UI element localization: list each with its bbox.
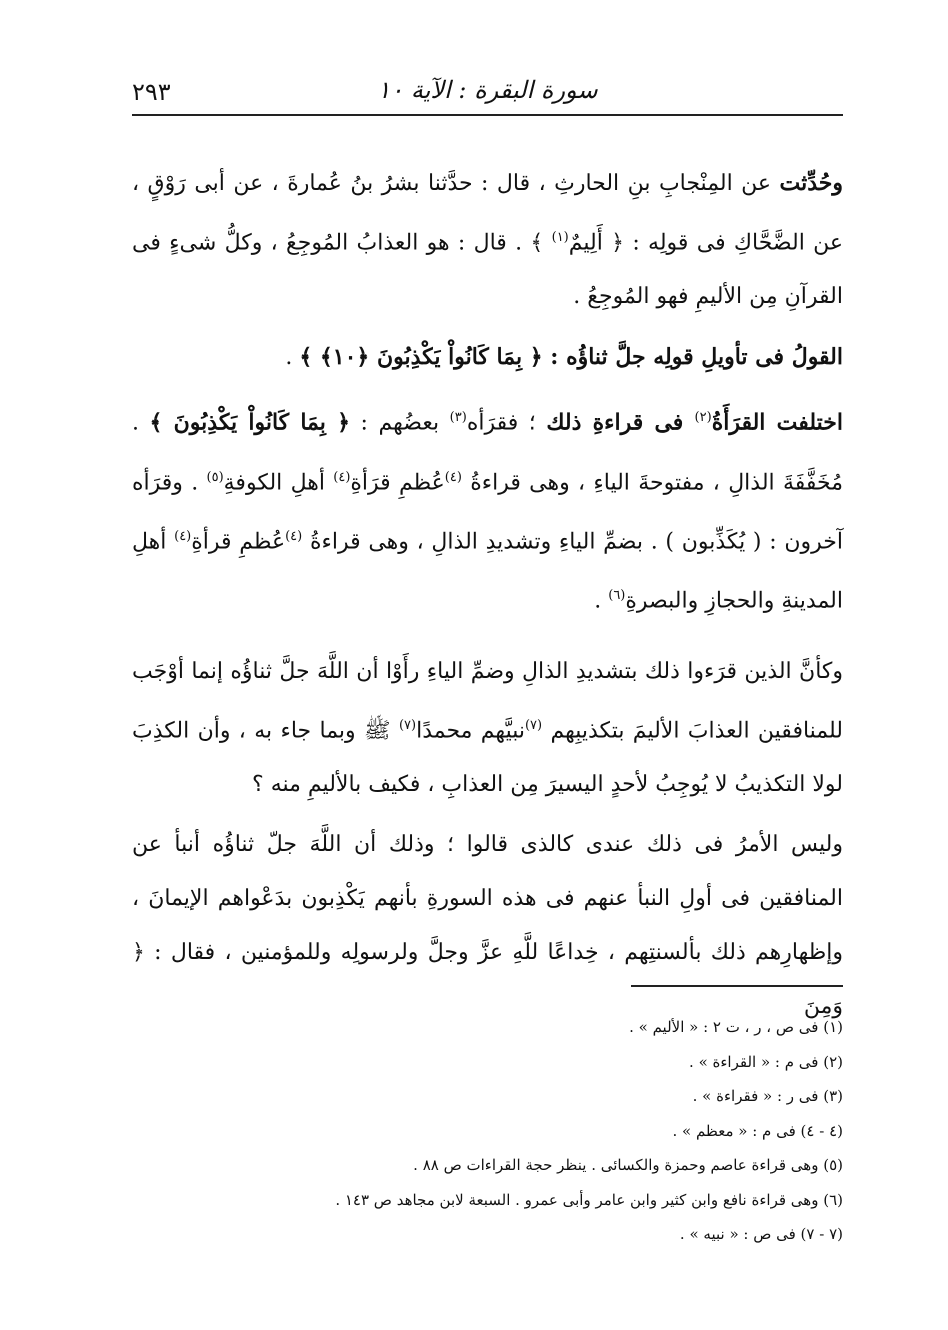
page	[132, 62, 843, 1034]
footnote-7: (٧ - ٧) فى ص : « نبيه » .	[679, 1225, 843, 1243]
paragraph-3-t9: .	[594, 588, 609, 614]
footnotes	[132, 1010, 843, 1252]
paragraph-3-t3: . مُخَفَّفَةَ الذالِ ، مفتوحةَ الياءِ ، وهى قراءةُ	[132, 410, 843, 495]
paragraph-4-t1: وكأنَّ الذين قرَءوا ذلك بتشديدِ الذالِ وضمِّ الياءِ رأَوْا أن اللَّهَ جلَّ ثناؤُه إنما أوْجَب للمنافقين العذابَ الأليمَ بتكذيبِهم	[132, 658, 844, 743]
paragraph-3-t4: عُظمِ قرَأةِ	[350, 469, 445, 495]
paragraph-1-rest: ﴾ . قال : هو العذابُ المُوجِعُ ، وكلُّ شىءٍ فى القرآنِ مِن الأليمِ فهو المُوجِعُ .	[132, 230, 843, 310]
paragraph-5	[132, 818, 843, 1034]
paragraph-3-t6: . وقرَأه آخرون : ( يُكَذِّبون ) . بضمِّ الياءِ وتشديدِ الذالِ ، وهى قراءةُ	[132, 469, 844, 555]
paragraph-4	[132, 645, 843, 812]
paragraph-3-t5: أهلِ الكوفةِ	[223, 469, 334, 495]
section-heading	[132, 330, 843, 385]
footnote-2: (٢) فى م : « القراءة » .	[689, 1052, 843, 1071]
paragraph-3-lead: اختلفت القرَأَةُ	[711, 409, 843, 436]
page-number: ٢٩٣	[132, 78, 171, 106]
footnote-ref-4b: (٤)	[333, 469, 351, 485]
footnote-ref-2: (٢)	[694, 410, 712, 426]
footnote-4: (٤ - ٤) فى م : « معظم » .	[672, 1121, 843, 1140]
footnote-ref-7a: (٧)	[524, 717, 543, 733]
paragraph-5-text: وليس الأمرُ فى ذلك عندى كالذى قالوا ؛ وذلك أن اللَّهَ جلّ ثناؤُه أنبأ عن المنافقين فى أولِ النبأ عنهم فى هذه السورةِ بأنهم يَكْذِبون بدَعْواهم الإيمانَ ، وإظهارِهم ذلك بألسنتِهم ، خِداعًا للَّهِ عزَّ وجلَّ ولرسولِه وللمؤمنين ، فقال : ﴿ وَمِنَ	[132, 831, 843, 1019]
paragraph-3-t2: بعضُهم :	[350, 410, 450, 436]
paragraph-3-t7: عُظمِ قرأةِ	[191, 529, 286, 555]
footnote-ref-5: (٥)	[206, 469, 224, 485]
paragraph-4-t3: ﷺ وبما جاء به ، وأن الكذِبَ لولا التكذيبُ لا يُوجِبُ لأحدٍ اليسيرَ مِن العذابِ ، فكيف بالأليمِ منه ؟	[132, 717, 843, 797]
paragraph-3-t8: أهلِ المدينةِ والحجازِ والبصرةِ	[132, 529, 843, 614]
footnote-ref-6: (٦)	[608, 588, 626, 604]
quran-verse: ﴿ بِمَا كَانُواْ يَكْذِبُونَ ﴾	[149, 409, 350, 436]
page-header	[132, 62, 843, 116]
running-title: سورة البقرة : الآية ١٠	[377, 76, 598, 104]
footnote-ref-3: (٣)	[449, 410, 467, 426]
section-heading-text: القولُ فى تأويلِ قولِه جلَّ ثناؤُه : ﴿ بِمَا كَانُواْ يَكْذِبُونَ ﴿١٠﴾ ﴾	[299, 344, 843, 371]
section-heading-end: .	[285, 345, 300, 371]
footnote-3: (٣) فى ر : « فقراءة » .	[692, 1087, 843, 1105]
footnote-ref-7b: (٧)	[398, 717, 417, 733]
footnote-separator	[631, 985, 843, 987]
paragraph-1-lead: وحُدِّثت	[779, 170, 843, 196]
paragraph-4-t2: نبيَّهم محمدًا	[416, 717, 525, 743]
footnote-ref-1: (١)	[551, 230, 569, 245]
footnote-ref-4d: (٤)	[174, 528, 192, 544]
footnote-5: (٥) وهى قراءة عاصم وحمزة والكسائى . ينظر حجة القراءات ص ٨٨ .	[413, 1156, 843, 1174]
paragraph-3-t1: ؛ فقرَأه	[466, 410, 547, 436]
paragraph-1-text: عن المِنْجابِ بنِ الحارثِ ، قال : حدَّثنا بشرُ بنُ عُمارةَ ، عن أبى رَوْقٍ ، عن الضَّحَّاكِ فى قولِه : ﴿ أَلِيمٌ	[132, 171, 843, 256]
footnote-1: (١) فى ص ، ر ، ت ٢ : « الأليم » .	[629, 1018, 843, 1036]
paragraph-3-lead-2: فى قراءةِ ذلك	[546, 409, 695, 436]
paragraph-1	[132, 156, 843, 324]
footnote-6: (٦) وهى قراءة نافع وابن كثير وابن عامر وأبى عمرو . السبعة لابن مجاهد ص ١٤٣ .	[335, 1190, 843, 1209]
footnote-ref-4c: (٤)	[285, 528, 303, 544]
footnote-ref-4a: (٤)	[444, 469, 462, 485]
paragraph-3	[132, 391, 843, 628]
